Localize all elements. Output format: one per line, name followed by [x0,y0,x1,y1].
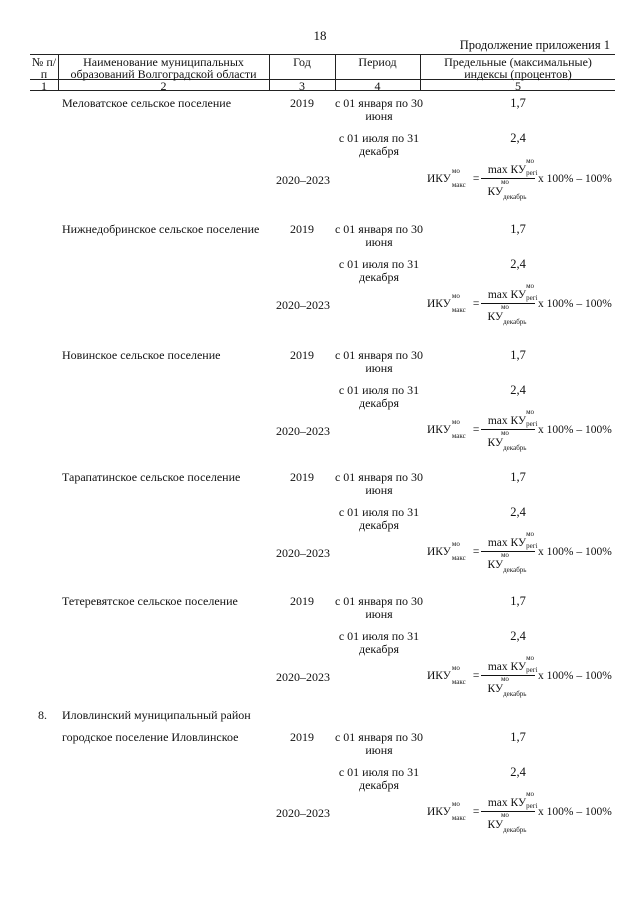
index-value: 1,7 [510,222,526,236]
year-2019: 2019 [290,470,314,484]
header-col-period: Период [358,55,397,69]
formula-rhs: х 100% – 100% [538,670,612,682]
period-first-half: с 01 января по 30 июня [334,222,424,249]
row-number: 8. [38,708,47,722]
index-formula [427,790,627,834]
continuation-label: Продолжение приложения 1 [459,38,610,52]
index-formula [427,530,627,574]
period-second-half: с 01 июля по 31 декабря [338,629,420,656]
formula-denominator: мо $КУ_{декабрь}$ [487,675,527,698]
index-formula [427,408,627,452]
formula-lhs: ИКУ мо макс = [427,664,480,686]
header-col-year: Год [293,55,311,69]
formula-lhs: ИКУ мо макс = [427,800,480,822]
index-value: 2,4 [510,629,526,643]
header-col-num: № п/п [31,55,57,81]
year-range: 2020–2023 [276,298,330,312]
period-first-half: с 01 января по 30 июня [334,594,424,621]
year-2019: 2019 [290,730,314,744]
formula-denominator: мо $КУ_{декабрь}$ [487,551,527,574]
formula-numerator: max КУ мо регi [487,408,538,428]
header-col-limits: Предельные (максимальные) индексы (процентов) [444,55,592,81]
index-value: 2,4 [510,765,526,779]
year-2019: 2019 [290,222,314,236]
settlement-name: городское поселение Иловлинское [62,730,239,744]
page-number: 18 [313,28,327,43]
header-num-1: 1 [41,79,47,93]
formula-numerator: max КУ мо регi [487,282,538,302]
settlement-name: Тетеревятское сельское поселение [62,594,238,608]
index-formula [427,654,627,698]
header-num-5: 5 [515,79,521,93]
year-range: 2020–2023 [276,173,330,187]
index-value: 1,7 [510,96,526,110]
period-second-half: с 01 июля по 31 декабря [338,131,420,158]
period-second-half: с 01 июля по 31 декабря [338,765,420,792]
period-second-half: с 01 июля по 31 декабря [338,257,420,284]
period-first-half: с 01 января по 30 июня [334,96,424,123]
period-second-half: с 01 июля по 31 декабря [338,383,420,410]
settlement-name: Новинское сельское поселение [62,348,221,362]
period-first-half: с 01 января по 30 июня [334,470,424,497]
formula-denominator: мо $КУ_{декабрь}$ [487,811,527,834]
year-2019: 2019 [290,96,314,110]
index-value: 1,7 [510,470,526,484]
formula-numerator: max КУ мо регi [487,157,538,177]
formula-rhs: х 100% – 100% [538,806,612,818]
index-value: 2,4 [510,257,526,271]
index-value: 1,7 [510,594,526,608]
header-num-3: 3 [299,79,305,93]
index-value: 1,7 [510,730,526,744]
formula-lhs: ИКУ мо макс = [427,540,480,562]
settlement-name: Тарапатинское сельское поселение [62,470,241,484]
formula-numerator: max КУ мо регi [487,654,538,674]
formula-lhs: ИКУ мо макс = [427,292,480,314]
header-num-4: 4 [374,79,381,93]
index-value: 2,4 [510,383,526,397]
formula-numerator: max КУ мо регi [487,790,538,810]
header-divider [58,54,59,90]
district-name: Иловлинский муниципальный район [62,708,251,722]
header-num-2: 2 [160,79,167,93]
formula-rhs: х 100% – 100% [538,298,612,310]
year-range: 2020–2023 [276,424,330,438]
settlement-name: Меловатское сельское поселение [62,96,232,110]
formula-denominator: мо $КУ_{декабрь}$ [487,178,527,201]
formula-rhs: х 100% – 100% [538,546,612,558]
index-formula [427,282,627,326]
year-range: 2020–2023 [276,546,330,560]
index-value: 2,4 [510,131,526,145]
settlement-name: Нижнедобринское сельское поселение [62,222,260,236]
index-value: 2,4 [510,505,526,519]
year-range: 2020–2023 [276,670,330,684]
period-first-half: с 01 января по 30 июня [334,348,424,375]
formula-rhs: х 100% – 100% [538,424,612,436]
period-second-half: с 01 июля по 31 декабря [338,505,420,532]
formula-lhs: ИКУ мо макс = [427,418,480,440]
year-2019: 2019 [290,348,314,362]
header-col-name: Наименование муниципальных образований Волгоградской области [70,55,257,81]
formula-lhs: ИКУ мо макс = [427,167,480,189]
year-2019: 2019 [290,594,314,608]
formula-denominator: мо $КУ_{декабрь}$ [487,303,527,326]
formula-denominator: мо $КУ_{декабрь}$ [487,429,527,452]
index-value: 1,7 [510,348,526,362]
formula-numerator: max КУ мо регi [487,530,538,550]
formula-rhs: х 100% – 100% [538,173,612,185]
year-range: 2020–2023 [276,806,330,820]
index-formula [427,157,627,201]
period-first-half: с 01 января по 30 июня [334,730,424,757]
